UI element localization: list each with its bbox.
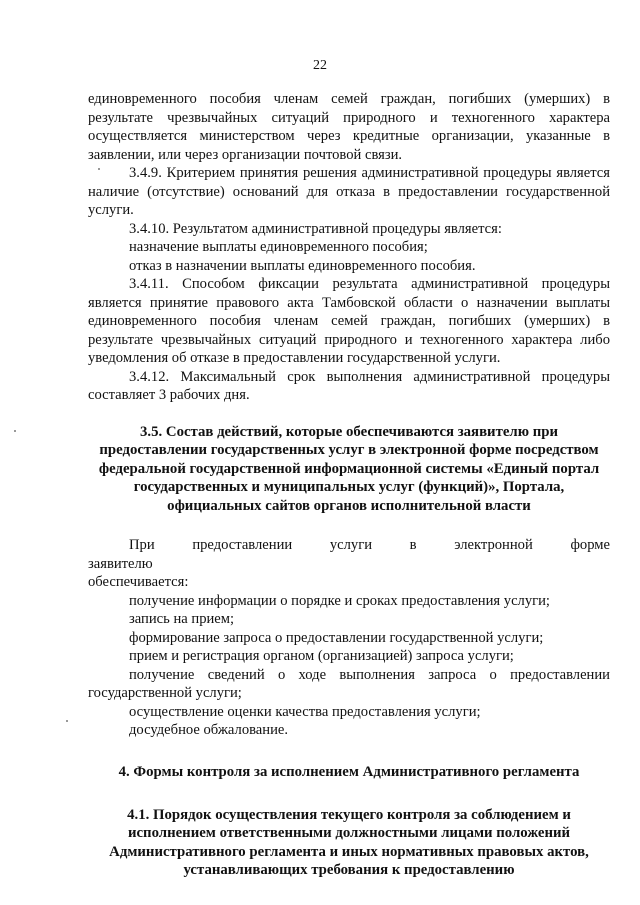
scan-speck [14,430,16,432]
paragraph-3-4-12: 3.4.12. Максимальный срок выполнения административной процедуры составляет 3 рабочих дня. [88,368,610,403]
list-item-result-1: назначение выплаты единовременного пособия; [129,239,428,255]
scan-speck [66,720,68,722]
paragraph-3-4-9: 3.4.9. Критерием принятия решения административной процедуры является наличие (отсутствие) оснований для отказа в предоставлении государственной услуги. [88,165,610,218]
paragraph-electronic-intro: При предоставлении услуги в электронной форме заявителю [88,537,610,572]
paragraph-3-4-8-continuation: единовременного пособия членам семей граждан, погибших (умерших) в результате чрезвычайных ситуаций природного и техногенного характера осуществляется министерством через кредитные организации, указанные в заявлении, или через организации почтовой связи. [88,91,610,163]
list-item-appointment: запись на прием; [129,611,235,628]
document-body [88,90,610,880]
section-heading-3-5: 3.5. Состав действий, которые обеспечиваются заявителю при предоставлении государственных услуг в электронной форме посредством федеральной государственной информационной системы «Единый портал государственных и муниципальных услуг (функций)», Портала, официальных сайтов органов исполнительной власти [98,423,600,514]
paragraph-3-4-11: 3.4.11. Способом фиксации результата административной процедуры является принятие правового акта Тамбовской области о назначении выплаты единовременного пособия членам семей граждан, погибших (умерших) в результате чрезвычайных ситуаций природного и техногенного характера либо уведомления об отказе в предоставлении государственной услуги. [88,276,610,366]
list-item-appeal: досудебное обжалование. [129,722,289,739]
section-heading-4-1: 4.1. Порядок осуществления текущего контроля за соблюдением и исполнением ответственными должностными лицами положений Административного регламента и иных нормативных правовых актов, устанавливающих требования к предоставлению [109,806,589,879]
list-item-registration: прием и регистрация органом (организацией) запроса услуги; [129,648,514,665]
list-item-result-2: отказ в назначении выплаты единовременного пособия. [129,257,476,274]
list-item-info: получение информации о порядке и сроках предоставления услуги; [129,592,550,609]
paragraph-electronic-intro-cont: обеспечивается: [88,574,189,591]
paragraph-3-4-10: 3.4.10. Результатом административной процедуры является: [129,220,502,237]
scan-speck [98,168,100,170]
list-item-quality: осуществление оценки качества предоставления услуги; [129,703,481,720]
section-heading-4: 4. Формы контроля за исполнением Административного регламента [118,763,580,780]
list-item-request-form: формирование запроса о предоставлении государственной услуги; [129,629,544,646]
page-number: 22 [313,58,327,73]
list-item-status: получение сведений о ходе выполнения запроса о предоставлении государственной услуги; [88,666,610,702]
